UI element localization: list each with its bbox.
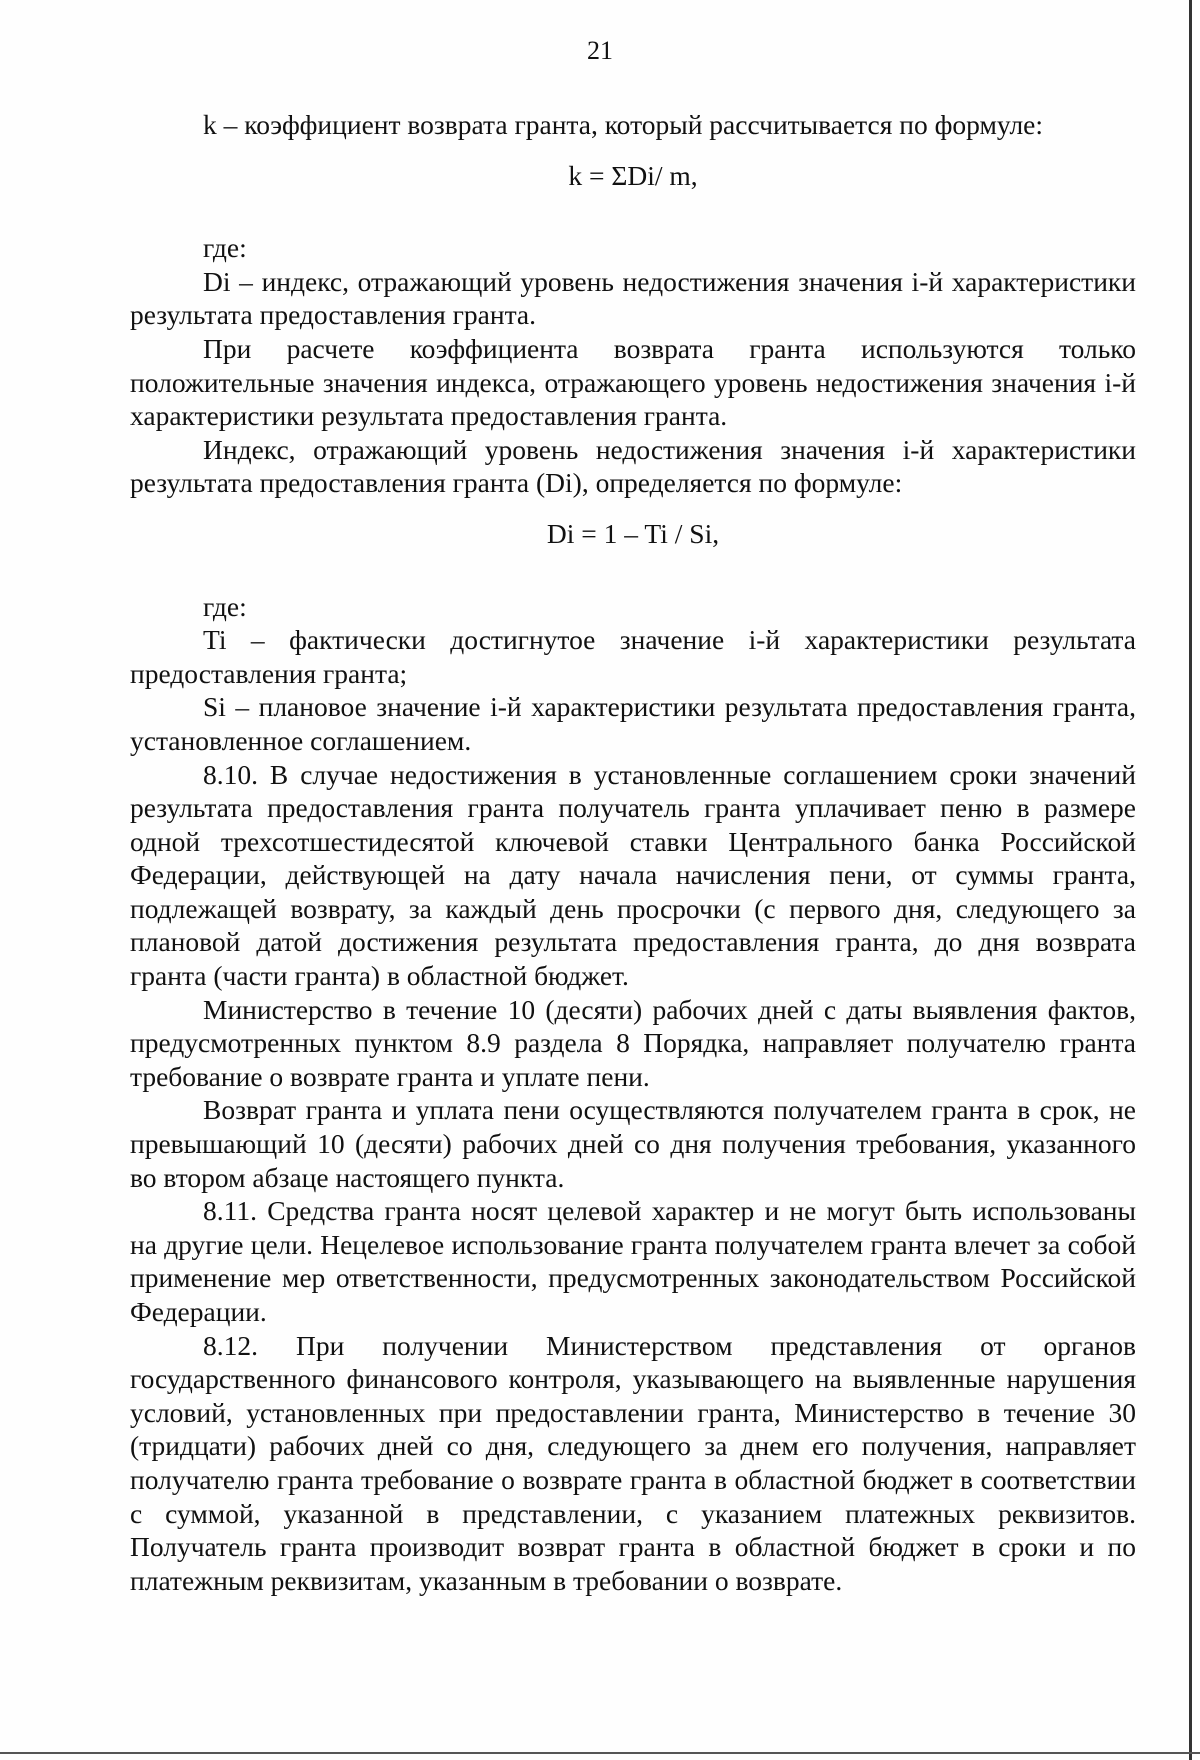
document-body [130, 108, 1136, 1597]
paragraph-8-11: 8.11. Средства гранта носят целевой характер и не могут быть использованы на другие цели. Нецелевое использование гранта получателем гранта влечет за собой применение мер ответственности, предусмотренных законодательством Российской Федерации. [130, 1195, 1136, 1327]
paragraph-di-definition: Di – индекс, отражающий уровень недостижения значения i-й характеристики результата предоставления гранта. [130, 265, 1136, 331]
paragraph-return-terms: Возврат гранта и уплата пени осуществляются получателем гранта в срок, не превышающий 10 (десяти) рабочих дней со дня получения требования, указанного во втором абзаце настоящего пункта. [130, 1094, 1136, 1193]
formula-k: k = ΣDi/ m, [568, 159, 698, 191]
paragraph-8-12: 8.12. При получении Министерством представления от органов государственного финансового контроля, указывающего на выявленные нарушения условий, установленных при предоставлении гранта, Министерство в течение 30 (тридцати) рабочих дней со дня, следующего за днем его получения, направляет получателю гранта требование о возврате гранта в областной бюджет в соответствии с суммой, указанной в представлении, с указанием платежных реквизитов. Получатель гранта производит возврат гранта в областной бюджет в сроки и по платежным реквизитам, указанным в требовании о возврате. [130, 1329, 1136, 1596]
paragraph-di-index: Индекс, отражающий уровень недостижения значения i-й характеристики результата предоставления гранта (Di), определяется по формуле: [130, 433, 1136, 499]
formula-di: Di = 1 – Ti / Si, [546, 517, 720, 549]
where-label: где: [203, 232, 247, 264]
paragraph-8-10: 8.10. В случае недостижения в установленные соглашением сроки значений результата предоставления гранта получатель гранта уплачивает пеню в размере одной трехсотшестидесятой ключевой ставки Центрального банка Российской Федерации, действующей на дату начала начисления пени, от суммы гранта, подлежащей возврату, за каждый день просрочки (с первого дня, следующего за плановой датой достижения результата предоставления гранта, до дня возврата гранта (части гранта) в областной бюджет. [130, 758, 1136, 992]
paragraph-positive-values: При расчете коэффициента возврата гранта используются только положительные значения индекса, отражающего уровень недостижения значения i-й характеристики результата предоставления гранта. [130, 332, 1136, 432]
paragraph-k-definition: k – коэффициент возврата гранта, который рассчитывается по формуле: [203, 109, 1044, 140]
paragraph-ti-definition: Ti – фактически достигнутое значение i-й характеристики результата предоставления гранта; [130, 624, 1136, 689]
paragraph-ministry-notice: Министерство в течение 10 (десяти) рабочих дней с даты выявления фактов, предусмотренных пунктом 8.9 раздела 8 Порядка, направляет получателю гранта требование о возврате гранта и уплате пени. [130, 993, 1136, 1092]
scan-edge-bottom [0, 1752, 1200, 1754]
page-number: 21 [587, 36, 613, 65]
where-label-2: где: [203, 590, 247, 622]
scan-edge-right [1189, 0, 1192, 1760]
paragraph-si-definition: Si – плановое значение i-й характеристики результата предоставления гранта, установленное соглашением. [130, 691, 1136, 756]
